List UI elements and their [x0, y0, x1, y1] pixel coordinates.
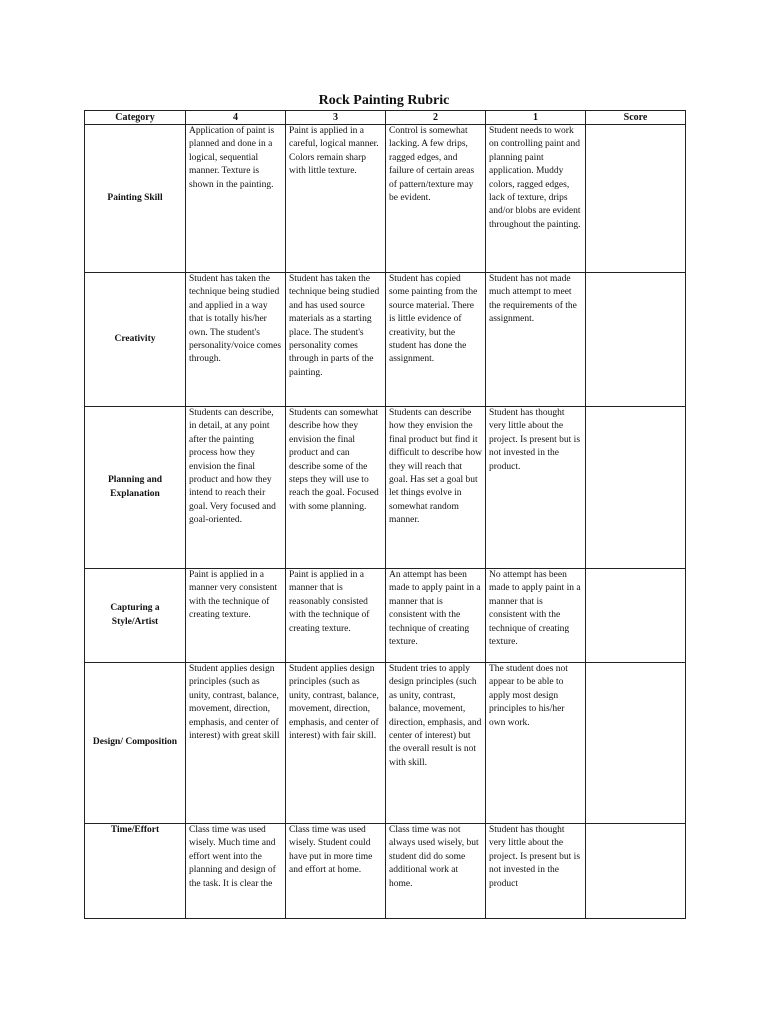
- score-cell[interactable]: [586, 569, 686, 663]
- level-2-cell: Class time was not always used wisely, but student did do some additional work at home.: [386, 824, 486, 919]
- level-4-cell: Paint is applied in a manner very consistent with the technique of creating texture.: [186, 569, 286, 663]
- level-4-cell: Application of paint is planned and done in a logical, sequential manner. Texture is shown in the painting.: [186, 125, 286, 273]
- rubric-row-capturing-style: [85, 569, 686, 663]
- level-3-cell: Student has taken the technique being studied and has used source materials as a starting place. The student's personality comes through in parts of the painting.: [286, 273, 386, 407]
- rubric-row-creativity: [85, 273, 686, 407]
- header-level-3: 3: [286, 111, 386, 125]
- header-level-2: 2: [386, 111, 486, 125]
- category-cell: Capturing a Style/Artist: [85, 569, 186, 663]
- level-2-cell: Students can describe how they envision the final product but find it difficult to describe how they will reach that goal. Has set a goal but let things evolve in somewhat random manner.: [386, 407, 486, 569]
- header-level-1: 1: [486, 111, 586, 125]
- category-cell: Planning and Explanation: [85, 407, 186, 569]
- level-1-cell: Student needs to work on controlling paint and planning paint application. Muddy colors, ragged edges, lack of texture, drips and/or blobs are evident throughout the painting.: [486, 125, 586, 273]
- score-cell[interactable]: [586, 663, 686, 824]
- level-4-cell: Student applies design principles (such as unity, contrast, balance, movement, direction, emphasis, and center of interest) with great skill: [186, 663, 286, 824]
- level-2-cell: An attempt has been made to apply paint in a manner that is consistent with the technique of creating texture.: [386, 569, 486, 663]
- score-cell[interactable]: [586, 407, 686, 569]
- category-cell: Creativity: [85, 273, 186, 407]
- level-3-cell: Paint is applied in a careful, logical manner. Colors remain sharp with little texture.: [286, 125, 386, 273]
- level-1-cell: The student does not appear to be able to apply most design principles to his/her own work.: [486, 663, 586, 824]
- rubric-row-planning: [85, 407, 686, 569]
- level-1-cell: Student has thought very little about the project. Is present but is not invested in the product.: [486, 407, 586, 569]
- level-4-cell: Students can describe, in detail, at any point after the painting process how they envision the final product and how they intend to reach their goal. Very focused and goal-oriented.: [186, 407, 286, 569]
- header-row: [85, 111, 686, 125]
- category-cell: Design/ Composition: [85, 663, 186, 824]
- level-3-cell: Student applies design principles (such as unity, contrast, balance, movement, direction, emphasis, and center of interest) with fair skill.: [286, 663, 386, 824]
- rubric-table: [84, 110, 686, 919]
- level-2-cell: Student has copied some painting from the source material. There is little evidence of creativity, but the student has done the assignment.: [386, 273, 486, 407]
- page-title: Rock Painting Rubric: [318, 93, 450, 108]
- category-cell: Painting Skill: [85, 125, 186, 273]
- score-cell[interactable]: [586, 273, 686, 407]
- header-score: Score: [586, 111, 686, 125]
- rubric-row-time-effort: [85, 824, 686, 919]
- level-2-cell: Control is somewhat lacking. A few drips, ragged edges, and failure of certain areas of pattern/texture may be evident.: [386, 125, 486, 273]
- rubric-row-design: [85, 663, 686, 824]
- rubric-row-painting-skill: [85, 125, 686, 273]
- level-2-cell: Student tries to apply design principles (such as unity, contrast, balance, movement, direction, emphasis, and center of interest) but the overall result is not with skill.: [386, 663, 486, 824]
- level-3-cell: Students can somewhat describe how they envision the final product and can describe some of the steps they will use to reach the goal. Focused with some planning.: [286, 407, 386, 569]
- header-category: Category: [85, 111, 186, 125]
- level-4-cell: Class time was used wisely. Much time and effort went into the planning and design of the task. It is clear the: [186, 824, 286, 919]
- score-cell[interactable]: [586, 824, 686, 919]
- level-3-cell: Class time was used wisely. Student could have put in more time and effort at home.: [286, 824, 386, 919]
- level-1-cell: Student has not made much attempt to meet the requirements of the assignment.: [486, 273, 586, 407]
- level-3-cell: Paint is applied in a manner that is reasonably consisted with the technique of creating texture.: [286, 569, 386, 663]
- level-4-cell: Student has taken the technique being studied and applied in a way that is totally his/her own. The student's personality/voice comes through.: [186, 273, 286, 407]
- header-level-4: 4: [186, 111, 286, 125]
- level-1-cell: No attempt has been made to apply paint in a manner that is consistent with the technique of creating texture.: [486, 569, 586, 663]
- level-1-cell: Student has thought very little about the project. Is present but is not invested in the product: [486, 824, 586, 919]
- category-cell: Time/Effort: [85, 824, 186, 919]
- score-cell[interactable]: [586, 125, 686, 273]
